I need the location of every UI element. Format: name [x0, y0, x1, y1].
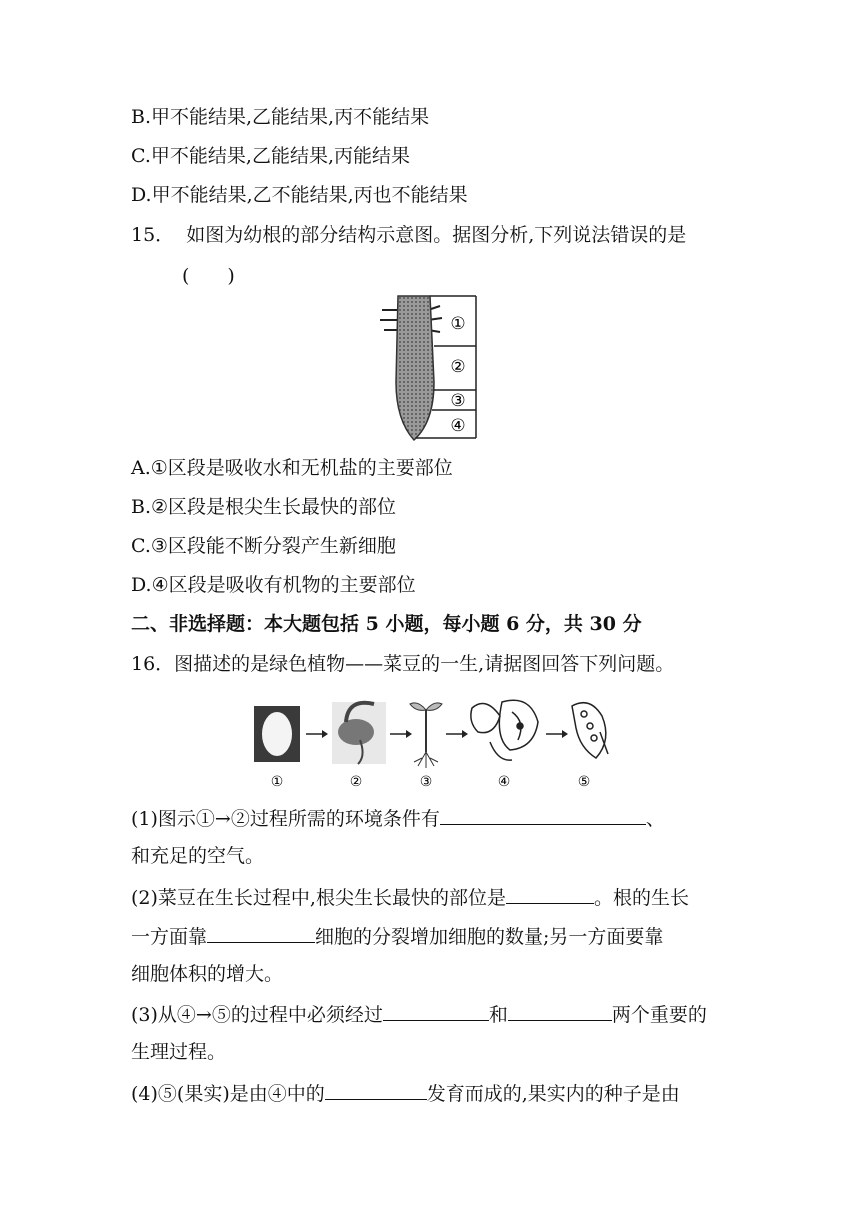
q16-part1-text: (1)图示①→②过程所需的环境条件有 — [131, 808, 440, 830]
q16-part2-line3: 细胞体积的增大。 — [131, 963, 284, 985]
q16-part1-sep: 、 — [645, 808, 665, 830]
q16-part2-text2: 一方面靠 — [131, 926, 208, 948]
q15-option-d: D.④区段是吸收有机物的主要部位 — [131, 574, 416, 596]
lifecycle-label-5: ⑤ — [577, 774, 591, 790]
q16-part4-text: (4)⑤(果实)是由④中的 — [131, 1083, 325, 1105]
pod-image — [572, 703, 608, 758]
section-heading: 二、非选择题：本大题包括 5 小题，每小题 6 分，共 30 分 — [131, 613, 642, 635]
root-body — [396, 296, 434, 440]
q16-part2-text3: 细胞的分裂增加细胞的数量;另一方面要靠 — [315, 926, 664, 948]
lifecycle-label-3: ③ — [419, 774, 433, 790]
q16-part2-line1 — [131, 883, 689, 911]
answer-blank-4[interactable] — [383, 1000, 489, 1021]
q16-part4-line1 — [131, 1079, 680, 1107]
answer-blank-3[interactable] — [207, 922, 315, 943]
q16-part3-line2: 生理过程。 — [131, 1041, 227, 1063]
q15-answer-paren: ( ) — [182, 265, 235, 287]
q16-part3-line1 — [131, 1000, 707, 1028]
q16-part3-text: (3)从④→⑤的过程中必须经过 — [131, 1004, 383, 1026]
q14-option-c: C.甲不能结果,乙能结果,丙能结果 — [131, 145, 410, 167]
lifecycle-label-1: ① — [270, 774, 284, 790]
q16-part2-line2 — [131, 922, 663, 950]
q15-option-b: B.②区段是根尖生长最快的部位 — [131, 496, 397, 518]
q16-part1-line2: 和充足的空气。 — [131, 845, 265, 867]
lifecycle-label-4: ④ — [497, 774, 511, 790]
q15-option-a: A.①区段是吸收水和无机盐的主要部位 — [131, 457, 453, 479]
q15-option-c: C.③区段能不断分裂产生新细胞 — [131, 535, 396, 557]
germinating-seed-image — [332, 702, 386, 764]
q15-stem — [131, 222, 686, 248]
q14-option-d: D.甲不能结果,乙不能结果,丙也不能结果 — [131, 184, 468, 206]
answer-blank-2[interactable] — [506, 883, 594, 904]
root-label-1: ① — [450, 314, 466, 334]
seedling-image — [410, 703, 442, 768]
root-label-3: ③ — [450, 391, 466, 411]
q16-part2-tail: 。根的生长 — [593, 887, 689, 909]
q16-part1-line1 — [131, 804, 665, 832]
lifecycle-label-2: ② — [349, 774, 363, 790]
q16-part2-text: (2)菜豆在生长过程中,根尖生长最快的部位是 — [131, 887, 506, 909]
root-label-4: ④ — [450, 416, 466, 436]
q16-part4-tail: 发育而成的,果实内的种子是由 — [426, 1083, 680, 1105]
q16-stem: 16．图描述的是绿色植物——菜豆的一生,请据图回答下列问题。 — [131, 653, 675, 675]
q16-part3-tail: 两个重要的 — [611, 1004, 707, 1026]
root-label-2: ② — [450, 357, 466, 377]
q15-number: 15． — [131, 224, 175, 246]
flower-image — [471, 700, 538, 760]
q14-option-b: B.甲不能结果,乙能结果,丙不能结果 — [131, 106, 430, 128]
q15-stem-text: 如图为幼根的部分结构示意图。据图分析,下列说法错误的是 — [186, 224, 687, 246]
answer-blank-1[interactable] — [440, 804, 646, 825]
answer-blank-5[interactable] — [508, 1000, 612, 1021]
answer-blank-6[interactable] — [325, 1079, 427, 1100]
q16-part3-and: 和 — [488, 1004, 508, 1026]
bean-lifecycle-figure — [250, 692, 616, 792]
root-tip-figure — [378, 292, 482, 442]
